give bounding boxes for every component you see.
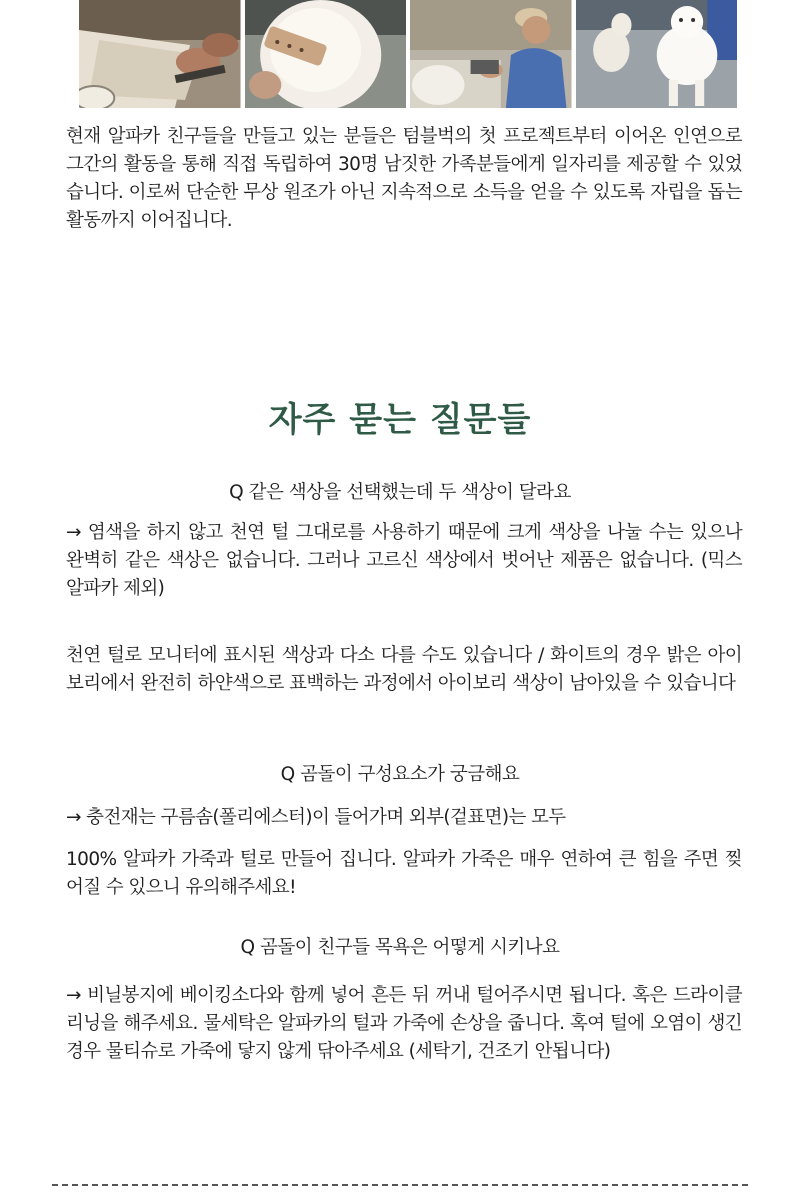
white-alpaca-dolls-photo bbox=[576, 0, 738, 108]
faq-question: Q 곰돌이 친구들 목욕은 어떻게 시키나요 bbox=[240, 937, 560, 958]
intro-paragraph: 현재 알파카 친구들을 만들고 있는 분들은 텀블벅의 첫 프로젝트부터 이어온 인연으로 그간의 활동을 통해 직접 독립하여 30명 남짓한 가족분들에게 일자리를 제공할 수 있었습니다. 이로써 단순한 무상 원조가 아닌 지속적으로 소득을 얻을 수 있도록 자립을 돕는 활동까지 이어집니다. bbox=[66, 126, 742, 231]
white-fluffy-fur-brush-photo bbox=[245, 0, 407, 108]
faq-title: 자주 묻는 질문들 bbox=[268, 400, 532, 440]
dashed-divider bbox=[52, 1184, 748, 1186]
faq-note: 천연 털로 모니터에 표시된 색상과 다소 다를 수도 있습니다 / 화이트의 경우 밝은 아이보리에서 완전히 하얀색으로 표백하는 과정에서 아이보리 색상이 남아있을 수 있습니다 bbox=[66, 645, 742, 694]
faq-answer: → 염색을 하지 않고 천연 털 그대로를 사용하기 때문에 크게 색상을 나눌 수는 있으나 완벽히 같은 색상은 없습니다. 그러나 고르신 색상에서 벗어난 제품은 없습니다. (믹스 알파카 제외) bbox=[66, 522, 742, 599]
faq-answer: → 비닐봉지에 베이킹소다와 함께 넣어 흔든 뒤 꺼내 털어주시면 됩니다. 혹은 드라이클리닝을 해주세요. 물세탁은 알파카의 털과 가죽에 손상을 줍니다. 혹여 털에 오염이 생긴 경우 물티슈로 가죽에 닿지 않게 닦아주세요 (세탁기, 건조기 안됩니다) bbox=[66, 985, 742, 1062]
faq-question: Q 같은 색상을 선택했는데 두 색상이 달라요 bbox=[229, 482, 571, 503]
faq-note: 100% 알파카 가죽과 털로 만들어 집니다. 알파카 가죽은 매우 연하여 큰 힘을 주면 찢어질 수 있으니 유의해주세요! bbox=[66, 849, 742, 898]
faq-question: Q 곰돌이 구성요소가 궁금해요 bbox=[280, 764, 520, 785]
hands-working-on-fur-photo bbox=[79, 0, 241, 108]
photo-strip bbox=[79, 0, 737, 108]
artisan-sewing-at-workbench-photo bbox=[410, 0, 572, 108]
faq-answer: → 충전재는 구름솜(폴리에스터)이 들어가며 외부(겉표면)는 모두 bbox=[66, 807, 566, 828]
